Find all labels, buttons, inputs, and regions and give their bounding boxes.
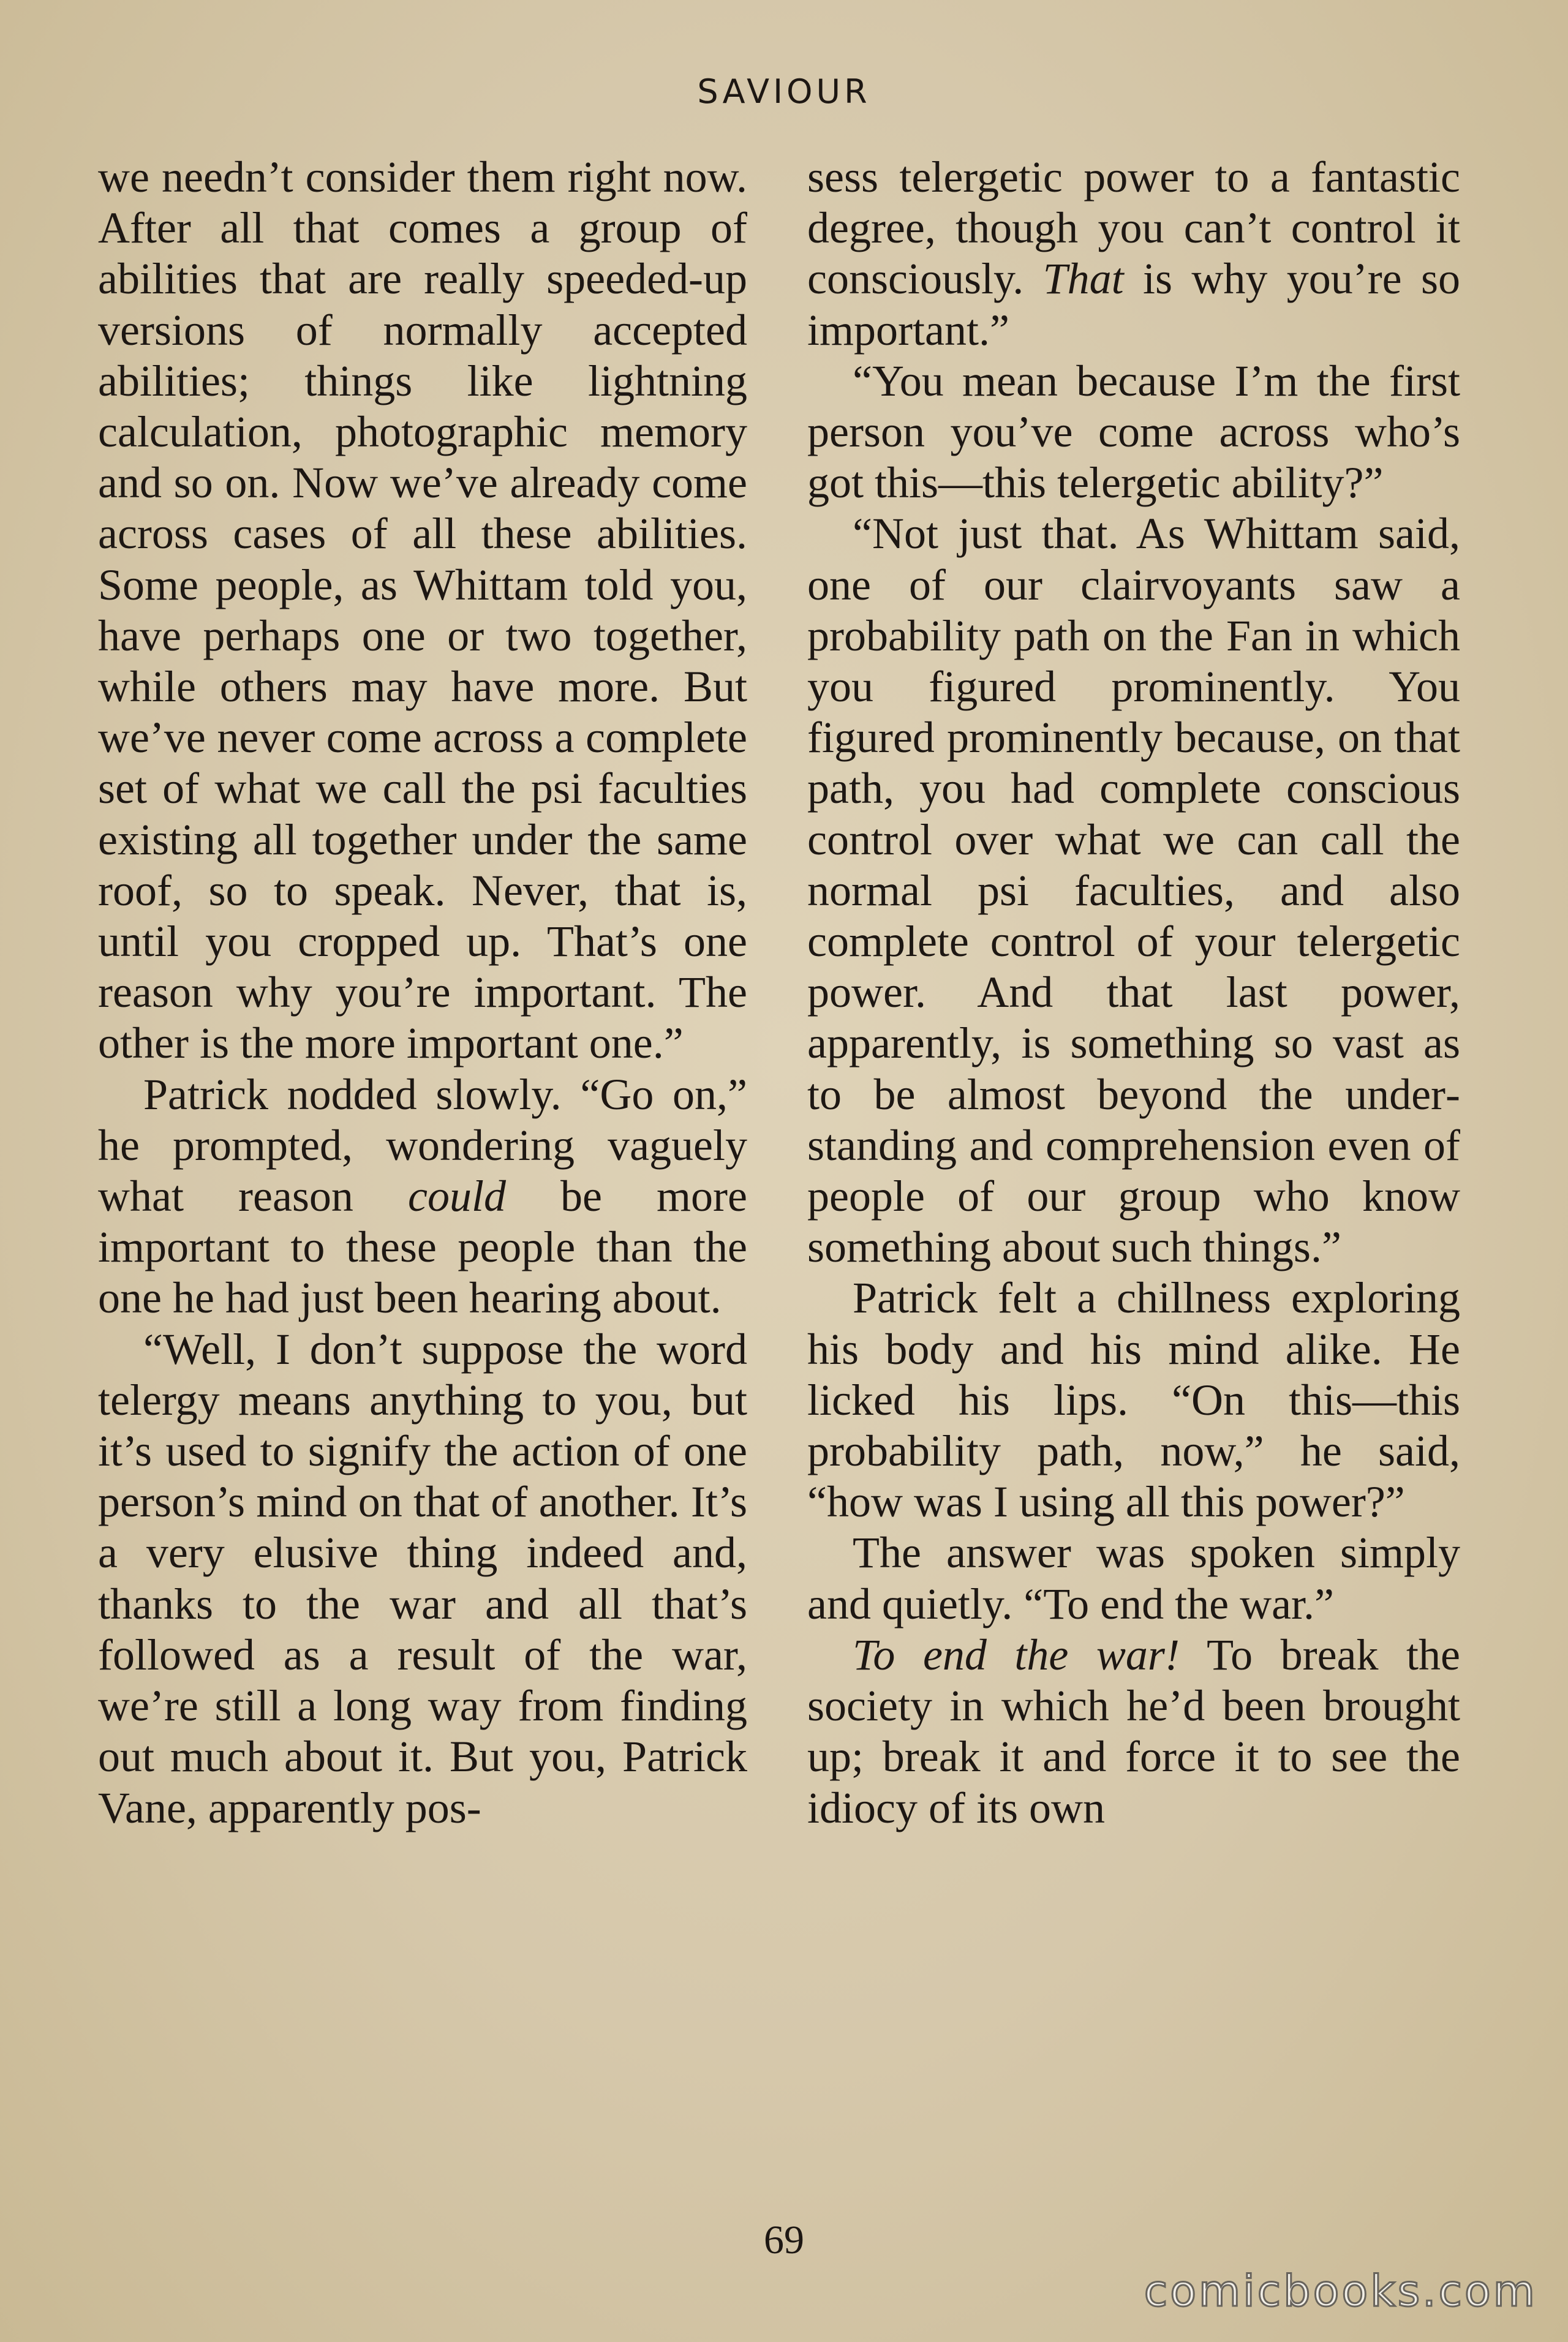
- paragraph-continuation: [98, 152, 747, 1069]
- paragraph-text: be more important to these people than the one he had just been hearing about.: [98, 1172, 747, 1323]
- paragraph-text: “You mean because I’m the first person you’ve come across who’s got this—this telergetic ability?”: [807, 356, 1460, 508]
- paragraph: [98, 1069, 747, 1324]
- paragraph-text: sess telergetic power to a fantastic degree, though you can’t control it consciously.: [807, 152, 1460, 304]
- paragraph-text: “Well, I don’t suppose the word telergy means anything to you, but it’s used to signify the action of one person’s mind on that of another. It’s a very elusive thing indeed and, thanks to the war and all that’s followed as a result of the war, we’re still a long way from finding out much about it. But you, Patrick Vane, apparently pos-: [98, 1324, 747, 1832]
- emphasis-text: That: [1042, 254, 1124, 304]
- paragraph-text: is why you’re so important.”: [807, 254, 1460, 355]
- page-number: 69: [764, 2218, 804, 2262]
- paragraph-text: “Not just that. As Whittam said, one of our clairvoyants saw a probability path on the Fan in which you figured prominently. You figured prominently because, on that path, you had complete conscious control over what we can call the normal psi faculties, and also complete control of your telergetic power. And that last power, apparently, is something so vast as to be almost beyond the understanding and comprehension even of people of our group who know something about such things.”: [807, 509, 1460, 1272]
- paragraph-text: To break the society in which he’d been brought up; break it and force it to see the idiocy of its own: [807, 1630, 1460, 1832]
- paragraph-text: The answer was spoken simply and quietly. “To end the war.”: [807, 1528, 1460, 1628]
- emphasis-text: could: [408, 1172, 506, 1221]
- emphasis-text: To end the war!: [853, 1630, 1180, 1679]
- paragraph: [807, 508, 1460, 1273]
- paragraph-text: we needn’t consider them right now. After all that comes a group of abilities that are really speeded-up versions of normally accepted abilities; things like lightning calculation, photographic memory and so on. Now we’ve already come across cases of all these abilities. Some people, as Whittam told you, have perhaps one or two together, while others may have more. But we’ve never come across a complete set of what we call the psi faculties existing all together under the same roof, so to speak. Never, that is, until you cropped up. That’s one reason why you’re important. The other is the more important one.”: [98, 152, 747, 1068]
- running-title: SAVIOUR: [697, 72, 871, 111]
- paragraph: [807, 356, 1460, 509]
- paragraph: [807, 1527, 1460, 1629]
- paragraph: [98, 1324, 747, 1834]
- watermark-logo: comicbooks.com: [1144, 2266, 1537, 2316]
- paragraph: [807, 1273, 1460, 1527]
- paragraph-text: Patrick nodded slowly. “Go on,” he prompted, wondering vaguely what reason: [98, 1069, 747, 1221]
- paragraph-continuation: [807, 152, 1460, 356]
- left-column: [98, 152, 747, 1834]
- paragraph-text: Patrick felt a chillness exploring his body and his mind alike. He licked his lips. “On this—this probability path, now,” he said, “how was I using all this power?”: [807, 1273, 1460, 1527]
- right-column: [807, 152, 1460, 1834]
- paragraph: [807, 1630, 1460, 1834]
